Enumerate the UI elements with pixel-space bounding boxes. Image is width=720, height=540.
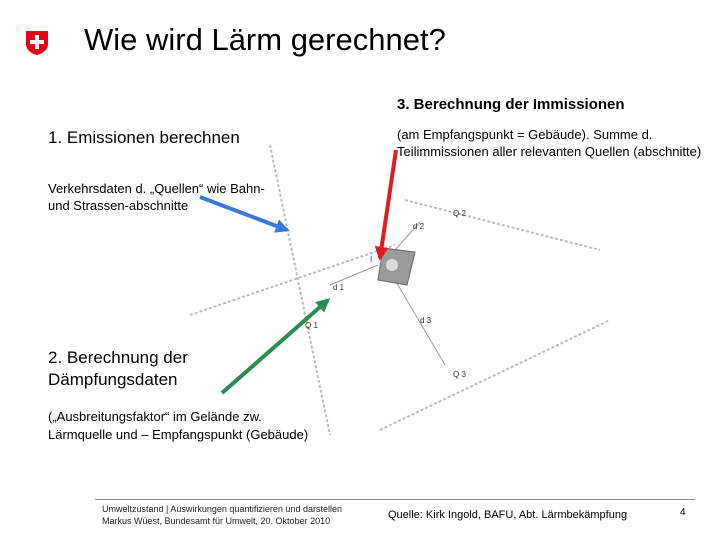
- distance-line-d1: [330, 265, 378, 285]
- section1-text: Verkehrsdaten d. „Quellen“ wie Bahn- und Strassen-abschnitte: [48, 181, 265, 213]
- section3-text: (am Empfangspunkt = Gebäude). Summe d. Teilimmissionen aller relevanten Quellen (abschnitte): [397, 127, 702, 159]
- red-arrow: [380, 150, 396, 258]
- section2-text: („Ausbreitungsfaktor“ im Gelände zw. Lärmquelle und – Empfangspunkt (Gebäude): [48, 409, 309, 442]
- road-line-q3: [380, 320, 610, 430]
- page-number: 4: [680, 507, 686, 518]
- footer-source: Quelle: Kirk Ingold, BAFU, Abt. Lärmbekämpfung: [388, 509, 628, 521]
- receiver-point: [386, 259, 398, 271]
- footer-divider: [95, 499, 695, 500]
- section1-heading: 1. Emissionen berechnen: [48, 128, 240, 147]
- footer-author: Markus Wüest, Bundesamt für Umwelt, 20. Oktober 2010: [102, 516, 331, 526]
- label-q2: Q 2: [453, 209, 466, 218]
- road-line-q2: [405, 200, 600, 250]
- label-d1: d 1: [333, 283, 345, 292]
- label-q1: Q 1: [305, 321, 318, 330]
- label-d3: d 3: [420, 316, 432, 325]
- page-title: Wie wird Lärm gerechnet?: [84, 22, 446, 57]
- section3-heading: 3. Berechnung der Immissionen: [397, 96, 625, 113]
- footer-subtitle: Umweltzustand | Auswirkungen quantifizieren und darstellen: [102, 504, 342, 514]
- label-receiver: I: [370, 255, 373, 264]
- label-d2: d 2: [413, 222, 425, 231]
- label-q3: Q 3: [453, 370, 466, 379]
- section2-heading: 2. Berechnung der Dämpfungsdaten: [48, 348, 188, 389]
